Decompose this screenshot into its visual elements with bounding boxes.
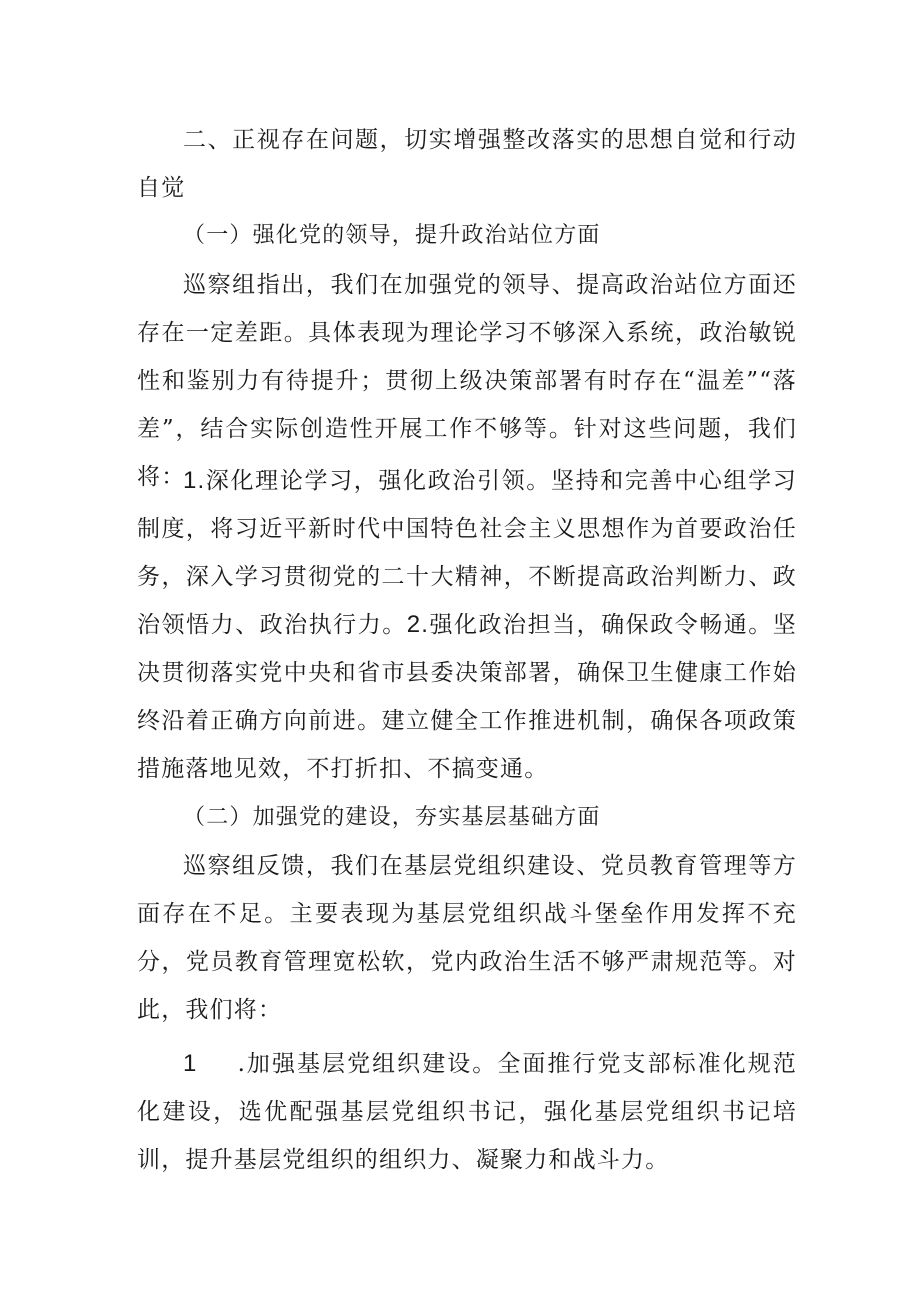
subsection-1-intro: 巡察组指出，我们在加强党的领导、提高政治站位方面还存在一定差距。具体表现为理论学习不够深入系统，政治敏锐性和鉴别力有待提升；贯彻上级决策部署有时存在“温差”“落差”，结合实际创造性开展工作不够等。针对这些问题，我们将： — [137, 272, 797, 490]
subsection-heading-2: （二）加强党的建设，夯实基层基础方面 — [183, 805, 601, 830]
subsection-2-item-1-text: .加强基层党组织建设。全面推行党支部标准化规范化建设，选优配强基层党组织书记，强化基层党组织书记培训，提升基层党组织的组织力、凝聚力和战斗力。 — [137, 1051, 797, 1173]
item-1-text: 深化理论学习，强化政治引领。坚持和完善中心组学习制度，将习近平新时代中国特色社会主义思想作为首要政治任务，深入学习贯彻党的二十大精神，不断提高政治判断力、政治领悟力、政治执行力。 — [137, 468, 797, 638]
item-2-text: 强化政治担当，确保政令畅通。坚决贯彻落实党中央和省市县委决策部署，确保卫生健康工作始终沿着正确方向前进。建立健全工作推进机制，确保各项政策措施落地见效，不打折扣、不搞变通。 — [137, 612, 798, 782]
subsection-2-intro: 巡察组反馈，我们在基层党组织建设、党员教育管理等方面存在不足。主要表现为基层党组织战斗堡垒作用发挥不充分，党员教育管理宽松软，党内政治生活不够严肃规范等。对此，我们将： — [137, 853, 797, 1023]
subsection-2-item-1-number: 1 — [183, 1050, 198, 1077]
item-2-number: 2. — [406, 611, 430, 638]
section-heading: 二、正视存在问题，切实增强整改落实的思想自觉和行动自觉 — [137, 127, 797, 201]
item-1-number: 1. — [183, 467, 206, 494]
subsection-1-items — [137, 457, 797, 793]
subsection-2-item-1 — [137, 1040, 797, 1184]
subsection-heading-1: （一）强化党的领导，提升政治站位方面 — [183, 223, 601, 248]
